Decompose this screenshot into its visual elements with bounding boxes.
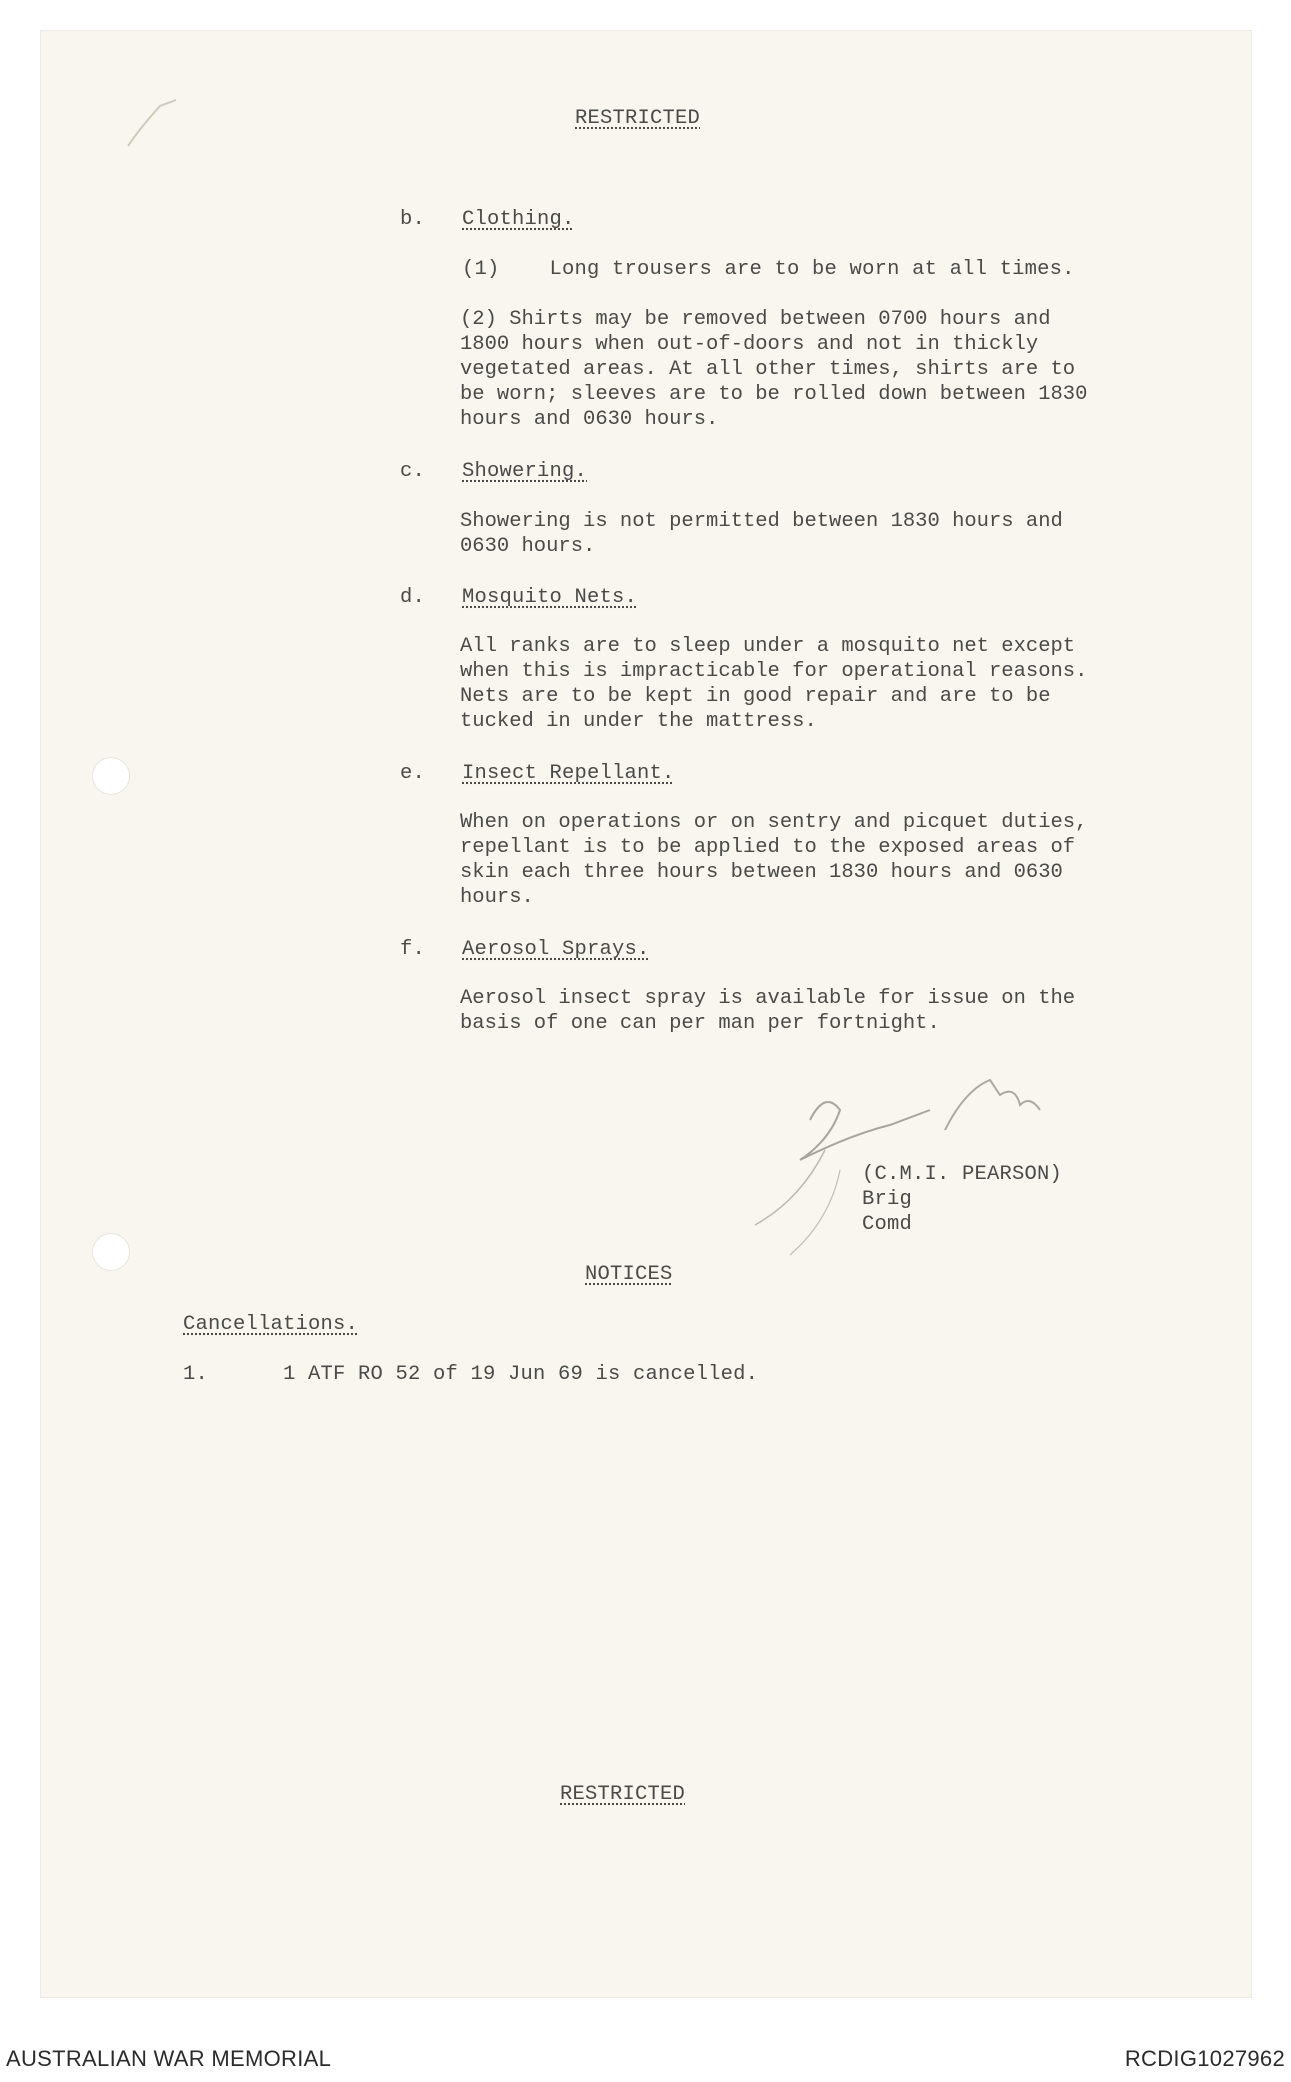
punch-hole: [92, 1233, 130, 1271]
signatory-rank: Brig: [862, 1188, 913, 1211]
notice-text: 1 ATF RO 52 of 19 Jun 69 is cancelled.: [283, 1363, 759, 1386]
section-letter: e.: [400, 762, 426, 785]
aerosol-sprays-text: Aerosol insect spray is available for issue on the basis of one can per man per fortnight.: [460, 987, 1076, 1035]
archive-institution: AUSTRALIAN WAR MEMORIAL: [6, 2046, 332, 2071]
section-title-showering: Showering.: [462, 460, 588, 483]
section-letter: f.: [400, 938, 426, 961]
archive-catalogue-id: RCDIG1027962: [1124, 2046, 1285, 2071]
showering-text: Showering is not permitted between 1830 hours and 0630 hours.: [460, 510, 1063, 558]
notice-number: 1.: [183, 1363, 209, 1386]
signatory-name: (C.M.I. PEARSON): [862, 1163, 1063, 1186]
clothing-item-2: (2) Shirts may be removed between 0700 hours and 1800 hours when out-of-doors and not in thickly vegetated areas. At all other times, shirts are to be worn; sleeves are to be rolled down between 1830 hours and 0630 hours.: [460, 308, 1088, 431]
handwritten-signature: [730, 1050, 1110, 1270]
punch-hole: [92, 757, 130, 795]
header-classification: RESTRICTED: [575, 107, 701, 130]
section-title-clothing: Clothing.: [462, 208, 575, 231]
section-title-aerosol-sprays: Aerosol Sprays.: [462, 938, 650, 961]
section-title-insect-repellant: Insect Repellant.: [462, 762, 675, 785]
signatory-appointment: Comd: [862, 1213, 913, 1236]
mosquito-nets-text: All ranks are to sleep under a mosquito net except when this is impracticable for operational reasons. Nets are to be kept in good repair and are to be tucked in under the mattress.: [460, 635, 1088, 733]
clothing-item-1: (1) Long trousers are to be worn at all times.: [462, 258, 1075, 281]
cancellations-heading: Cancellations.: [183, 1313, 359, 1336]
section-letter: c.: [400, 460, 426, 483]
pencil-mark-icon: [120, 88, 190, 158]
section-title-mosquito-nets: Mosquito Nets.: [462, 586, 638, 609]
insect-repellant-text: When on operations or on sentry and picquet duties, repellant is to be applied to the exposed areas of skin each three hours between 1830 hours and 0630 hours.: [460, 811, 1088, 909]
section-letter: d.: [400, 586, 426, 609]
footer-classification: RESTRICTED: [560, 1783, 686, 1806]
section-letter: b.: [400, 208, 426, 231]
notices-heading: NOTICES: [585, 1263, 673, 1286]
